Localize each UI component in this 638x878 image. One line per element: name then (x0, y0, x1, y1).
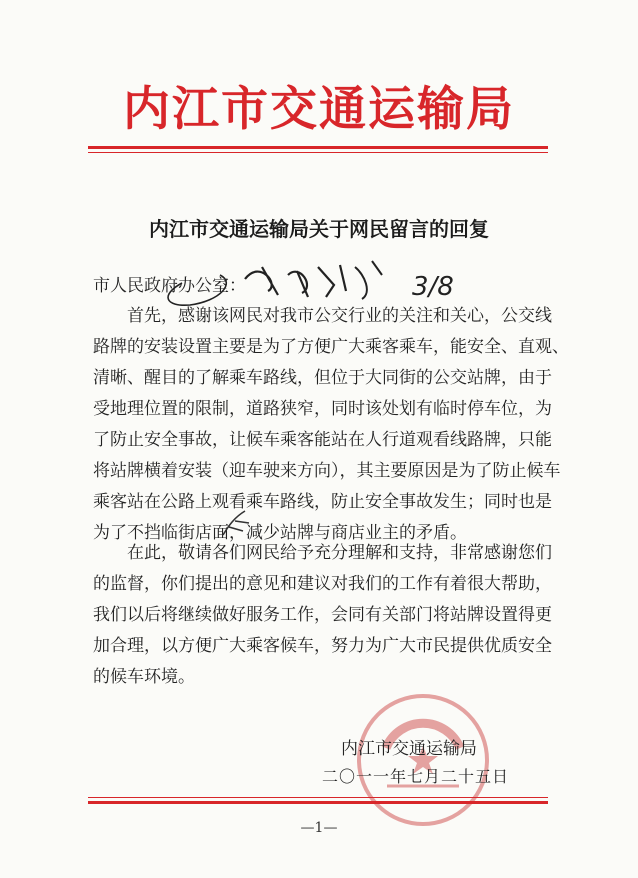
paragraph-line: 受地理位置的限制，道路狭窄，同时该处划有临时停车位，为 (93, 399, 552, 419)
header-rule-thin (88, 152, 548, 153)
paragraph-line: 加合理，以方便广大乘客候车，努力为广大市民提供优质安全 (93, 636, 552, 656)
paragraph-line: 了防止安全事故，让候车乘客能站在人行道观看线路牌，只能 (93, 430, 552, 450)
signature-organization: 内江市交通运输局 (341, 739, 477, 759)
paragraph-line: 我们以后将继续做好服务工作，会同有关部门将站牌设置得更 (93, 605, 552, 625)
header-rule-thick (88, 146, 548, 149)
page-number: —1— (300, 820, 338, 836)
handwritten-date-note: 3/8 (412, 272, 454, 302)
paragraph-1 (93, 301, 569, 549)
paragraph-line: 清晰、醒目的了解乘车路线，但位于大同街的公交站牌，由于 (93, 368, 552, 388)
paragraph-line: 乘客站在公路上观看乘车路线，防止安全事故发生；同时也是 (93, 492, 552, 512)
footer-rule-thin (88, 797, 548, 798)
paragraph-line: 的监督，你们提出的意见和建议对我们的工作有着很大帮助， (93, 574, 552, 594)
signature-date: 二〇一一年七月二十五日 (322, 767, 510, 786)
document-title: 内江市交通运输局关于网民留言的回复 (149, 217, 489, 241)
letterhead-title: 内江市交通运输局 (123, 82, 515, 137)
salutation: 市人民政府办公室： (93, 276, 246, 296)
paragraph-line: 在此，敬请各们网民给予充分理解和支持，非常感谢您们 (127, 543, 552, 563)
official-seal-stamp (353, 690, 493, 830)
paragraph-2 (93, 538, 552, 693)
handwritten-annotation (150, 245, 480, 330)
paragraph-line: 路牌的安装设置主要是为了方便广大乘客乘车，能安全、直观、 (93, 337, 569, 357)
paragraph-line: 为了不挡临街店面，减少站牌与商店业主的矛盾。 (93, 523, 467, 543)
footer-rule-thick (88, 801, 548, 804)
paragraph-line: 将站牌横着安装（迎车驶来方向），其主要原因是为了防止候车 (93, 461, 561, 481)
paragraph-line: 的候车环境。 (93, 667, 195, 687)
handwritten-correction-mark (215, 505, 255, 543)
paragraph-line: 首先，感谢该网民对我市公交行业的关注和关心，公交线 (127, 306, 552, 326)
